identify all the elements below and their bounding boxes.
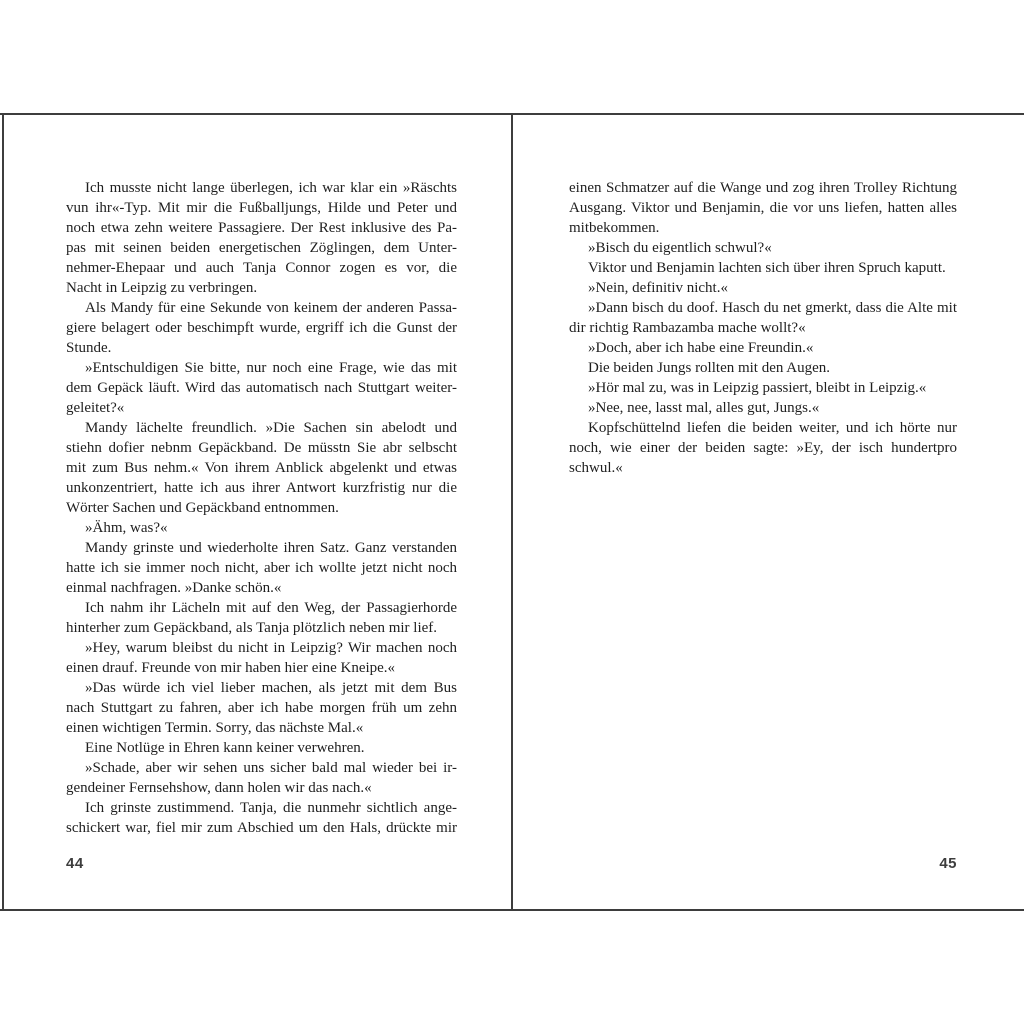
text-line: einen Schmatzer auf die Wange und zog ihren Trolley Richtung [569, 180, 957, 196]
text-line: »Dann bisch du doof. Hasch du net gmerkt, dass die Alte mit [588, 300, 957, 316]
text-line: »Nee, nee, lasst mal, alles gut, Jungs.« [588, 400, 820, 416]
left-page-text [66, 178, 457, 838]
text-line: Ich nahm ihr Lächeln mit auf den Weg, der Passagierhorde [85, 600, 457, 616]
text-line: hinterher zum Gepäckband, als Tanja plötzlich neben mir lief. [66, 620, 438, 636]
text-line: noch, wie einer der beiden sagte: »Ey, der isch hundertpro [569, 440, 957, 456]
right-page-text [569, 178, 957, 478]
text-line: Ich grinste zustimmend. Tanja, die nunmehr sichtlich ange- [85, 800, 457, 816]
text-line: dir richtig Rambazamba mache wollt?« [569, 320, 806, 336]
text-line: mit zum Bus nehm.« Von ihrem Anblick abgelenkt und etwas [66, 460, 457, 476]
text-line: »Hey, warum bleibst du nicht in Leipzig? Wir machen noch [85, 640, 457, 656]
text-line: einmal nachfragen. »Danke schön.« [66, 580, 282, 596]
text-line: noch etwa zehn weitere Passagiere. Der Rest inklusive des Pa- [66, 220, 457, 236]
text-line: Mandy grinste und wiederholte ihren Satz. Ganz verstanden [85, 540, 457, 556]
text-line: unkonzentriert, hatte ich aus ihrer Antwort kurzfristig nur die [66, 480, 457, 496]
text-line: Nacht in Leipzig zu verbringen. [66, 280, 258, 296]
text-line: »Doch, aber ich habe eine Freundin.« [588, 340, 814, 356]
text-line: nehmer-Ehepaar und auch Tanja Connor zogen es vor, die [66, 260, 457, 276]
text-line: Wörter Sachen und Gepäckband entnommen. [66, 500, 339, 516]
text-line: geleitet?« [66, 400, 125, 416]
text-line: Ich musste nicht lange überlegen, ich war klar ein »Räschts [85, 180, 457, 196]
text-line: »Hör mal zu, was in Leipzig passiert, bleibt in Leipzig.« [588, 380, 927, 396]
text-line: Ausgang. Viktor und Benjamin, die vor uns liefen, hatten alles [569, 200, 957, 216]
left-page [4, 115, 511, 909]
text-line: Die beiden Jungs rollten mit den Augen. [588, 360, 831, 376]
text-line: »Nein, definitiv nicht.« [588, 280, 728, 296]
text-line: hatte ich sie immer noch nicht, aber ich wollte jetzt nicht noch [66, 560, 457, 576]
text-line: Kopfschüttelnd liefen die beiden weiter, und ich hörte nur [588, 420, 957, 436]
text-line: einen wichtigen Termin. Sorry, das nächste Mal.« [66, 720, 364, 736]
text-line: »Das würde ich viel lieber machen, als jetzt mit dem Bus [85, 680, 457, 696]
text-line: giere belagert oder beschimpft wurde, ergriff ich die Gunst der [66, 320, 457, 336]
text-line: pas mit seinen beiden energetischen Zöglingen, dem Unter- [66, 240, 457, 256]
text-line: vun ihr«-Typ. Mit mir die Fußballjungs, Hilde und Peter und [66, 200, 457, 216]
text-line: »Entschuldigen Sie bitte, nur noch eine Frage, wie das mit [85, 360, 457, 376]
text-line: Eine Notlüge in Ehren kann keiner verwehren. [85, 740, 365, 756]
text-line: »Ähm, was?« [85, 520, 168, 536]
right-page-number: 45 [939, 855, 957, 872]
text-line: dem Gepäck läuft. Wird das automatisch nach Stuttgart weiter- [66, 380, 457, 396]
text-line: Als Mandy für eine Sekunde von keinem der anderen Passa- [85, 300, 457, 316]
text-line: schwul.« [569, 460, 623, 476]
text-line: »Bisch du eigentlich schwul?« [588, 240, 772, 256]
text-line: einen drauf. Freunde von mir haben hier eine Kneipe.« [66, 660, 396, 676]
text-line: Viktor und Benjamin lachten sich über ihren Spruch kaputt. [588, 260, 946, 276]
text-line: Stunde. [66, 340, 112, 356]
text-line: schickert war, fiel mir zum Abschied um den Hals, drückte mir [66, 820, 457, 836]
right-page [513, 115, 1024, 909]
text-line: mitbekommen. [569, 220, 660, 236]
left-page-number: 44 [66, 855, 84, 872]
text-line: gendeiner Fernsehshow, dann holen wir das nach.« [66, 780, 372, 796]
text-line: Mandy lächelte freundlich. »Die Sachen sin abelodt und [85, 420, 457, 436]
text-line: nach Stuttgart zu fahren, aber ich habe morgen früh um zehn [66, 700, 457, 716]
text-line: stiehn dofier nebnm Gepäckband. De müsstn Sie abr selbscht [66, 440, 457, 456]
text-line: »Schade, aber wir sehen uns sicher bald mal wieder bei ir- [85, 760, 457, 776]
